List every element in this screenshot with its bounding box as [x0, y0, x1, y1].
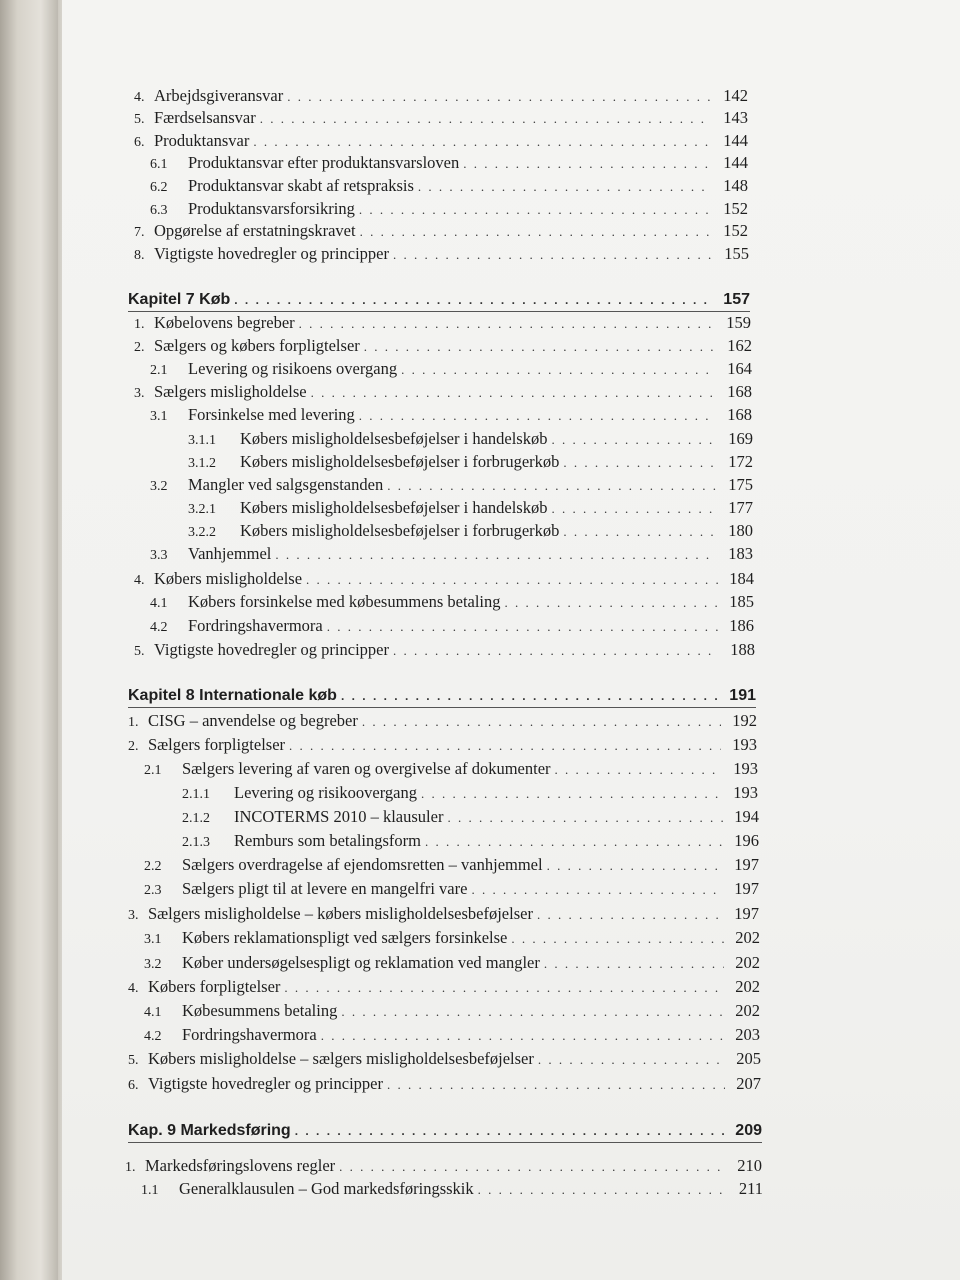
leader-dots — [425, 832, 723, 852]
section-number: 7. — [134, 225, 145, 240]
leader-dots — [505, 593, 718, 613]
leader-dots — [544, 954, 724, 974]
section-title: Sælgers og købers forpligtelser — [154, 336, 360, 355]
page-number: 197 — [734, 904, 759, 923]
section-number: 2.1.3 — [182, 835, 210, 850]
leader-dots — [471, 880, 723, 900]
section-title: Remburs som betalingsform — [234, 831, 421, 850]
toc-entry — [150, 153, 748, 175]
leader-dots — [418, 177, 712, 197]
page-number: 194 — [734, 807, 759, 826]
toc-entry — [128, 904, 759, 926]
page-number: 191 — [729, 687, 756, 704]
toc-entry — [144, 879, 759, 901]
page-number: 197 — [734, 855, 759, 874]
page-number: 152 — [723, 199, 748, 218]
section-title: Produktansvar efter produktansvarsloven — [188, 153, 460, 172]
chapter-heading — [128, 686, 756, 706]
toc-entry — [134, 244, 749, 266]
page-number: 184 — [729, 569, 754, 588]
toc-entry — [144, 855, 759, 877]
section-title: Sælgers misligholdelse — [154, 382, 307, 401]
section-title: Generalklausulen – God markedsføringsskik — [179, 1179, 474, 1198]
page-number: 209 — [735, 1122, 762, 1139]
toc-entry — [150, 475, 753, 497]
page-number: 157 — [723, 291, 750, 308]
section-number: 6. — [128, 1078, 139, 1093]
page-number: 143 — [723, 108, 748, 127]
section-number: 3.2 — [144, 957, 162, 972]
page-number: 155 — [724, 244, 749, 263]
leader-dots — [538, 1050, 725, 1070]
toc-entry — [128, 1049, 761, 1071]
page-number: 210 — [737, 1156, 762, 1175]
page-number: 180 — [728, 521, 753, 540]
section-number: 2.2 — [144, 859, 162, 874]
leader-dots — [563, 453, 717, 473]
page-number: 202 — [735, 928, 760, 947]
section-number: 5. — [128, 1053, 139, 1068]
section-title: Købers misligholdelse – sælgers misligholdelsesbeføjelser — [148, 1049, 534, 1068]
toc-entry — [128, 735, 757, 757]
page-number: 148 — [723, 176, 748, 195]
leader-dots — [401, 360, 716, 380]
section-title: Kapitel 7 Køb — [128, 291, 231, 308]
toc-entry — [150, 616, 754, 638]
leader-dots — [364, 337, 716, 357]
section-number: 5. — [134, 644, 145, 659]
section-title: Opgørelse af erstatningskravet — [154, 221, 356, 240]
leader-dots — [478, 1180, 727, 1200]
leader-dots — [341, 686, 720, 706]
section-number: 4. — [134, 573, 145, 588]
page-number: 211 — [738, 1179, 763, 1198]
section-title: Sælgers misligholdelse – købers misligholdelsesbeføjelser — [148, 904, 533, 923]
section-title: Levering og risikoens overgang — [188, 359, 398, 378]
toc-entry — [128, 1074, 761, 1096]
section-number: 1. — [128, 715, 139, 730]
toc-entry — [188, 521, 753, 543]
page-number: 168 — [727, 405, 752, 424]
leader-dots — [287, 87, 712, 107]
leader-dots — [387, 1075, 725, 1095]
leader-dots — [311, 383, 716, 403]
leader-dots — [359, 200, 712, 220]
toc-entry — [144, 1025, 760, 1047]
section-title: Sælgers forpligtelser — [148, 735, 286, 754]
leader-dots — [362, 712, 721, 732]
section-title: Købers misligholdelse — [154, 569, 303, 588]
chapter-heading — [128, 290, 750, 310]
section-number: 5. — [134, 112, 145, 127]
section-number: 3.3 — [150, 548, 168, 563]
toc-entry — [144, 1001, 760, 1023]
page-number: 144 — [723, 153, 748, 172]
section-number: 3.2 — [150, 479, 168, 494]
leader-dots — [511, 929, 724, 949]
section-number: 6. — [134, 135, 145, 150]
leader-dots — [563, 522, 717, 542]
page-number: 175 — [728, 475, 753, 494]
leader-dots — [359, 406, 716, 426]
chapter-heading — [128, 1121, 762, 1141]
page-number: 142 — [723, 86, 748, 105]
section-title: Købers misligholdelsesbeføjelser i handelskøb — [240, 429, 548, 448]
toc-entry — [182, 807, 759, 829]
toc-entry — [141, 1179, 763, 1201]
page-number: 168 — [727, 382, 752, 401]
toc-entry — [144, 953, 760, 975]
page-number: 202 — [735, 977, 760, 996]
section-number: 3. — [134, 386, 145, 401]
section-number: 3.1.1 — [188, 433, 216, 448]
section-title: Fordringshavermora — [182, 1025, 317, 1044]
toc-entry — [188, 429, 753, 451]
section-number: 2. — [134, 340, 145, 355]
section-title: Produktansvar skabt af retspraksis — [188, 176, 414, 195]
section-number: 4.2 — [150, 620, 168, 635]
section-number: 8. — [134, 248, 145, 263]
page-number: 205 — [736, 1049, 761, 1068]
section-title: Levering og risikoovergang — [234, 783, 417, 802]
section-title: Kap. 9 Markedsføring — [128, 1122, 291, 1139]
leader-dots — [289, 736, 721, 756]
section-number: 3.2.1 — [188, 502, 216, 517]
section-number: 2.1.2 — [182, 811, 210, 826]
page-number: 193 — [733, 759, 758, 778]
toc-entry — [188, 452, 753, 474]
toc-entry — [134, 640, 755, 662]
toc-entry — [125, 1156, 762, 1178]
section-title: Sælgers overdragelse af ejendomsretten – vanhjemmel — [182, 855, 543, 874]
section-title: Produktansvar — [154, 131, 250, 150]
section-number: 6.2 — [150, 180, 168, 195]
page-number: 203 — [735, 1025, 760, 1044]
leader-dots — [421, 784, 722, 804]
page-number: 188 — [730, 640, 755, 659]
toc-entry — [134, 221, 748, 243]
leader-dots — [463, 154, 712, 174]
leader-dots — [393, 641, 719, 661]
toc-entry — [134, 336, 752, 358]
leader-dots — [447, 808, 723, 828]
section-number: 6.1 — [150, 157, 168, 172]
section-title: Sælgers levering af varen og overgivelse af dokumenter — [182, 759, 551, 778]
page-number: 169 — [728, 429, 753, 448]
section-title: Markedsføringslovens regler — [145, 1156, 336, 1175]
page-number: 172 — [728, 452, 753, 471]
toc-entry — [150, 405, 752, 427]
leader-dots — [234, 290, 714, 310]
leader-dots — [275, 545, 717, 565]
leader-dots — [387, 476, 717, 496]
section-title: Købelovens begreber — [154, 313, 295, 332]
section-number: 1.1 — [141, 1183, 159, 1198]
toc-entry — [134, 569, 754, 591]
section-title: Købers forsinkelse med købesummens betaling — [188, 592, 501, 611]
page-number: 183 — [728, 544, 753, 563]
toc-entry — [134, 108, 748, 130]
section-title: Sælgers pligt til at levere en mangelfri vare — [182, 879, 468, 898]
page-number: 207 — [736, 1074, 761, 1093]
section-number: 2.1.1 — [182, 787, 210, 802]
section-title: Mangler ved salgsgenstanden — [188, 475, 384, 494]
section-title: Færdselsansvar — [154, 108, 256, 127]
page-number: 197 — [734, 879, 759, 898]
leader-dots — [547, 856, 723, 876]
section-number: 4. — [128, 981, 139, 996]
toc-entry — [182, 783, 758, 805]
section-title: Fordringshavermora — [188, 616, 323, 635]
leader-dots — [551, 499, 717, 519]
section-title: Købers reklamationspligt ved sælgers forsinkelse — [182, 928, 508, 947]
section-number: 6.3 — [150, 203, 168, 218]
section-title: Forsinkelse med levering — [188, 405, 355, 424]
leader-dots — [555, 760, 722, 780]
page-number: 202 — [735, 1001, 760, 1020]
toc-entry — [150, 544, 753, 566]
section-number: 2.1 — [150, 363, 168, 378]
section-number: 2.3 — [144, 883, 162, 898]
section-number: 4.1 — [150, 596, 168, 611]
page-number: 202 — [735, 953, 760, 972]
section-title: Vanhjemmel — [188, 544, 272, 563]
leader-dots — [551, 430, 717, 450]
page-number: 186 — [729, 616, 754, 635]
leader-dots — [537, 905, 723, 925]
section-number: 4.2 — [144, 1029, 162, 1044]
section-title: Køber undersøgelsespligt og reklamation ved mangler — [182, 953, 540, 972]
toc-entry — [188, 498, 753, 520]
chapter-rule — [128, 707, 756, 708]
toc-entry — [144, 928, 760, 950]
page-number: 144 — [723, 131, 748, 150]
toc-entry — [134, 131, 748, 153]
toc-entry — [128, 711, 757, 733]
toc-entry — [150, 176, 748, 198]
page-number: 193 — [733, 783, 758, 802]
toc-entry — [150, 592, 754, 614]
leader-dots — [306, 570, 718, 590]
section-title: Arbejdsgiveransvar — [154, 86, 284, 105]
section-number: 2.1 — [144, 763, 162, 778]
leader-dots — [339, 1157, 726, 1177]
section-number: 1. — [125, 1160, 136, 1175]
section-number: 4.1 — [144, 1005, 162, 1020]
page-number: 185 — [729, 592, 754, 611]
section-title: Vigtigste hovedregler og principper — [154, 640, 389, 659]
section-number: 3. — [128, 908, 139, 923]
toc-entry — [150, 199, 748, 221]
section-number: 1. — [134, 317, 145, 332]
page-number: 177 — [728, 498, 753, 517]
section-number: 3.1 — [150, 409, 168, 424]
leader-dots — [321, 1026, 724, 1046]
section-title: Købers misligholdelsesbeføjelser i forbrugerkøb — [240, 452, 560, 471]
toc-entry — [134, 313, 751, 335]
toc-entry — [150, 359, 752, 381]
page-number: 196 — [734, 831, 759, 850]
toc-entry — [134, 86, 748, 108]
page-number: 152 — [723, 221, 748, 240]
section-title: Købers misligholdelsesbeføjelser i handelskøb — [240, 498, 548, 517]
toc-entry — [144, 759, 758, 781]
section-title: Kapitel 8 Internationale køb — [128, 687, 337, 704]
section-number: 2. — [128, 739, 139, 754]
section-title: Vigtigste hovedregler og principper — [148, 1074, 383, 1093]
toc-entry — [134, 382, 752, 404]
toc-entry — [182, 831, 759, 853]
section-number: 3.1.2 — [188, 456, 216, 471]
section-number: 3.2.2 — [188, 525, 216, 540]
leader-dots — [295, 1121, 726, 1141]
section-title: Købers forpligtelser — [148, 977, 281, 996]
section-number: 3.1 — [144, 932, 162, 947]
section-number: 4. — [134, 90, 145, 105]
leader-dots — [284, 978, 724, 998]
toc-entry — [128, 977, 760, 999]
section-title: INCOTERMS 2010 – klausuler — [234, 807, 444, 826]
leader-dots — [253, 132, 712, 152]
page-number: 193 — [732, 735, 757, 754]
page-number: 162 — [727, 336, 752, 355]
page-number: 192 — [732, 711, 757, 730]
leader-dots — [393, 245, 713, 265]
section-title: Vigtigste hovedregler og principper — [154, 244, 389, 263]
leader-dots — [260, 109, 712, 129]
leader-dots — [341, 1002, 724, 1022]
leader-dots — [327, 617, 718, 637]
leader-dots — [299, 314, 715, 334]
page-number: 164 — [727, 359, 752, 378]
section-title: Købesummens betaling — [182, 1001, 338, 1020]
chapter-rule — [128, 311, 750, 312]
section-title: Produktansvarsforsikring — [188, 199, 355, 218]
page-number: 159 — [726, 313, 751, 332]
leader-dots — [360, 222, 712, 242]
section-title: CISG – anvendelse og begreber — [148, 711, 358, 730]
section-title: Købers misligholdelsesbeføjelser i forbrugerkøb — [240, 521, 560, 540]
chapter-rule — [128, 1142, 762, 1143]
